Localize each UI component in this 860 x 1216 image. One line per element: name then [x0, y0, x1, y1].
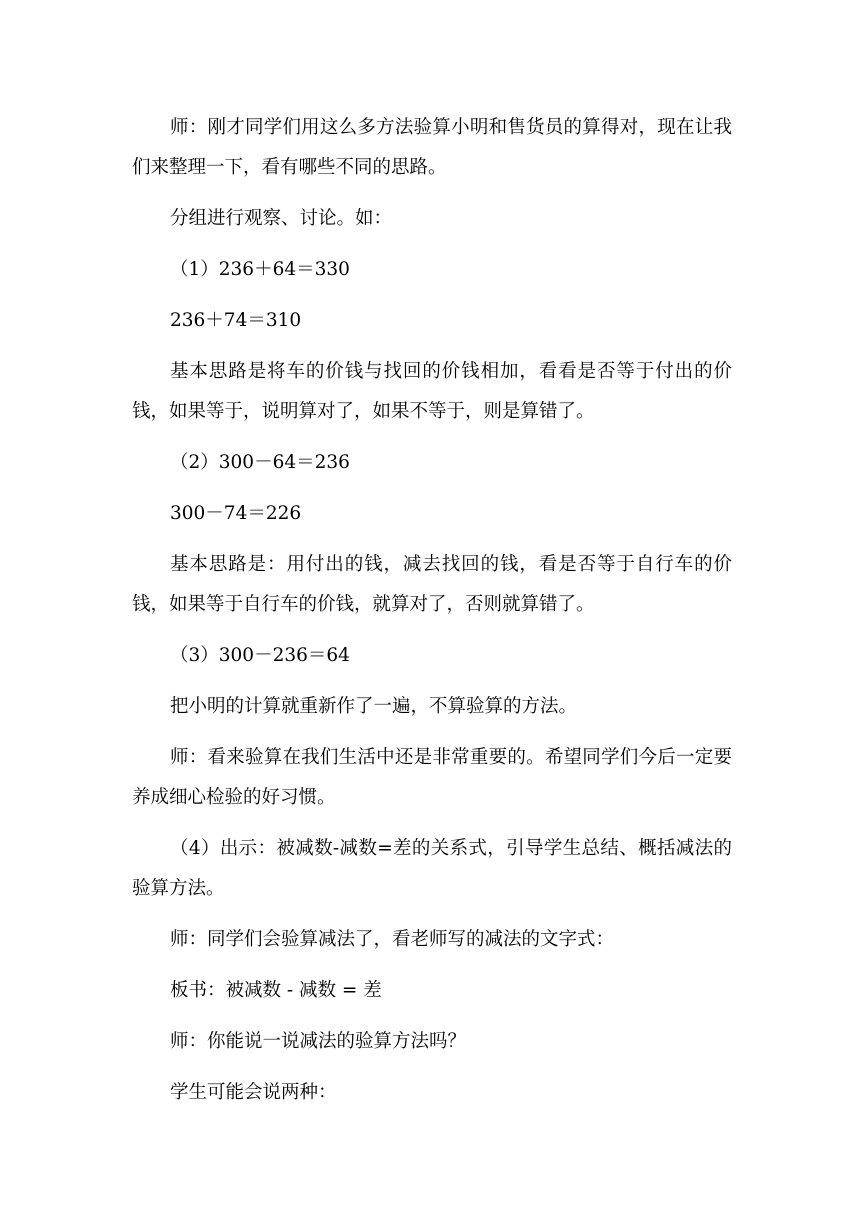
document-body [132, 108, 732, 1124]
equation-1a: （1）236＋64＝330 [170, 259, 350, 280]
paragraph-student-answer: 学生可能会说两种： [170, 1082, 337, 1103]
paragraph-board-writing: 板书：被减数 - 减数 = 差 [170, 980, 382, 1001]
paragraph-idea-2: 基本思路是：用付出的钱，减去找回的钱，看是否等于自行车的价钱，如果等于自行车的价钱，就算对了，否则就算错了。 [132, 554, 732, 615]
paragraph-group-discussion: 分组进行观察、讨论。如： [170, 208, 393, 229]
paragraph-teacher-text-formula: 师：同学们会验算减法了，看老师写的减法的文字式： [170, 929, 615, 950]
equation-3: （3）300－236＝64 [170, 645, 350, 666]
paragraph-recompute: 把小明的计算就重新作了一遍，不算验算的方法。 [170, 696, 578, 717]
paragraph-show-relation: （4）出示：被减数-减数=差的关系式，引导学生总结、概括减法的验算方法。 [132, 838, 732, 899]
equation-2a: （2）300－64＝236 [170, 452, 350, 473]
paragraph-teacher-importance: 师：看来验算在我们生活中还是非常重要的。希望同学们今后一定要养成细心检验的好习惯。 [132, 747, 732, 808]
equation-2b: 300－74＝226 [170, 503, 302, 524]
paragraph-idea-1: 基本思路是将车的价钱与找回的价钱相加，看看是否等于付出的价钱，如果等于，说明算对了，如果不等于，则是算错了。 [132, 361, 732, 422]
paragraph-teacher-intro: 师：刚才同学们用这么多方法验算小明和售货员的算得对，现在让我们来整理一下，看有哪些不同的思路。 [132, 117, 732, 178]
equation-1b: 236＋74＝310 [170, 310, 302, 331]
paragraph-teacher-question: 师：你能说一说减法的验算方法吗？ [170, 1031, 467, 1052]
